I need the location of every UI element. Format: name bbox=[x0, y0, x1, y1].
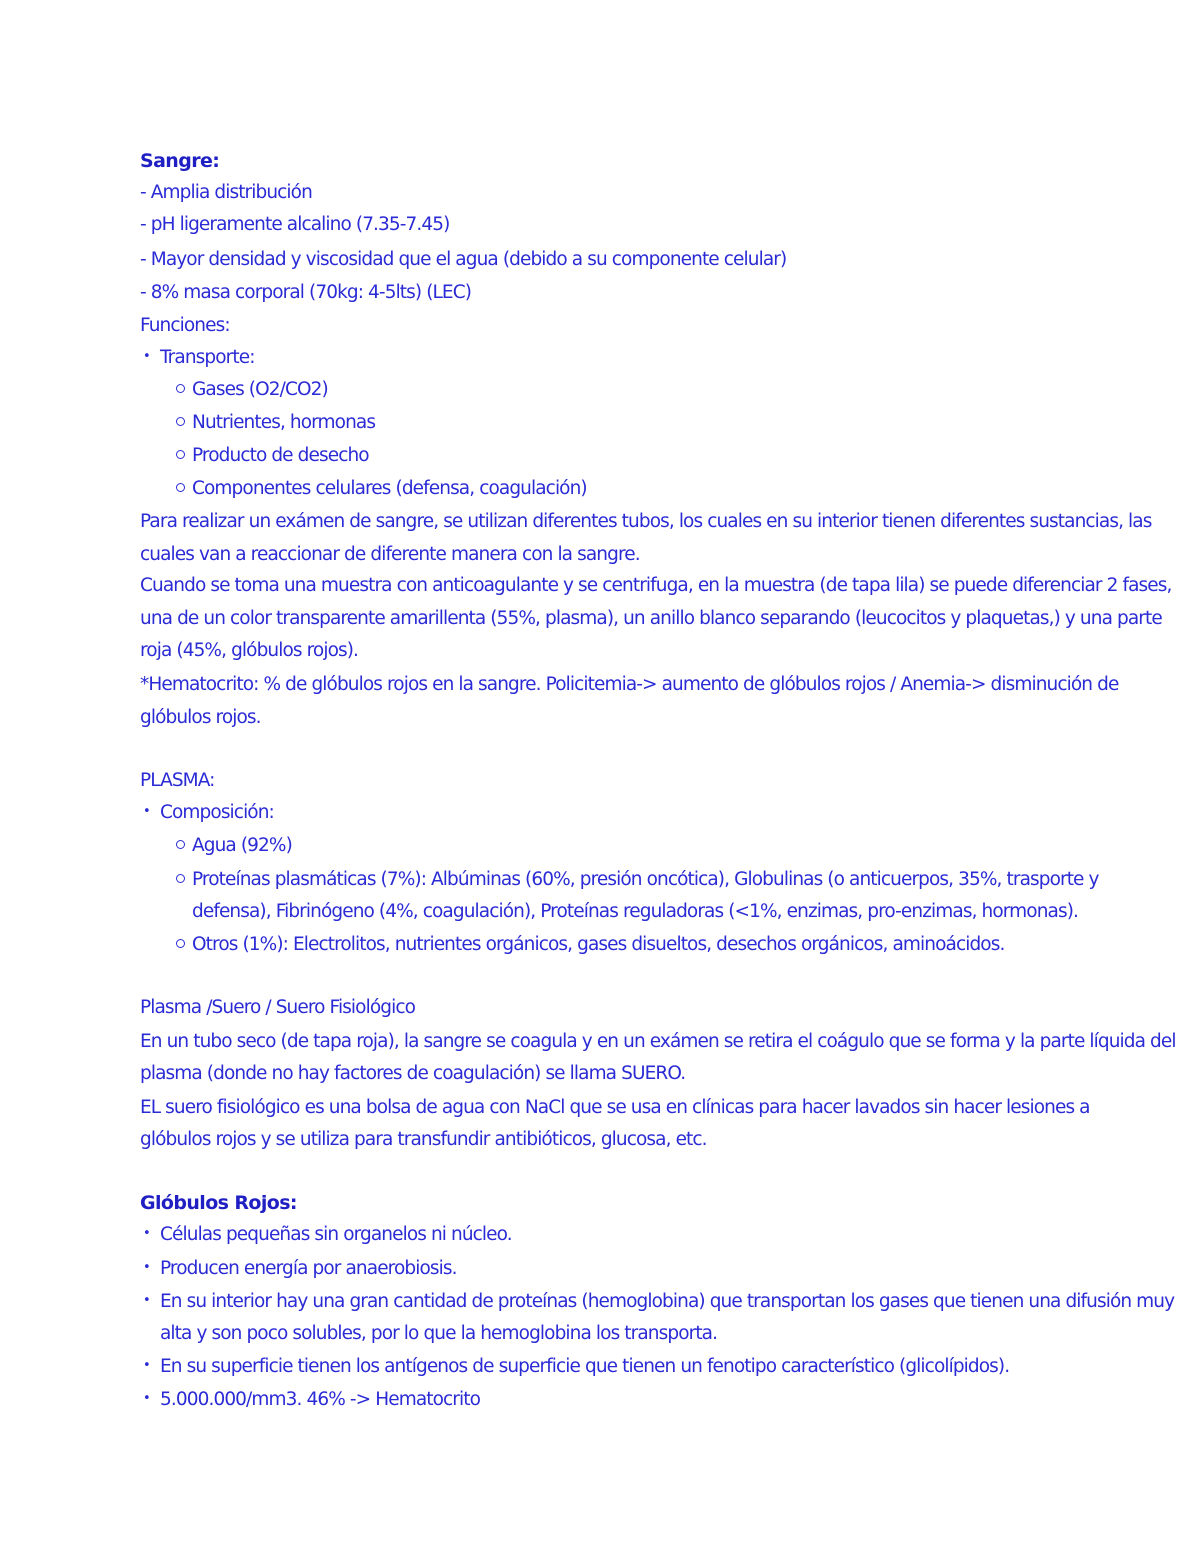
composition-item: Proteínas plasmáticas (7%): Albúminas (60%, presión oncótica), Globulinas (o anticuerpos, 35%, trasporte y bbox=[192, 869, 1099, 890]
red-cell-item: En su superficie tienen los antígenos de superficie que tienen un fenotipo característico (glicolípidos). bbox=[160, 1356, 1010, 1377]
blood-trait: - 8% masa corporal (70kg: 4-5lts) (LEC) bbox=[140, 282, 472, 303]
bullet-icon: • bbox=[143, 1293, 151, 1308]
paragraph-line: glóbulos rojos. bbox=[140, 707, 261, 728]
red-cell-item: En su interior hay una gran cantidad de proteínas (hemoglobina) que transportan los gases que tienen una difusión muy bbox=[160, 1291, 1175, 1312]
paragraph-line: Para realizar un exámen de sangre, se utilizan diferentes tubos, los cuales en su interior tienen diferentes sustancias, las bbox=[140, 511, 1152, 532]
circle-bullet-icon bbox=[176, 384, 185, 393]
circle-bullet-icon bbox=[176, 417, 185, 426]
paragraph-line: glóbulos rojos y se utiliza para transfundir antibióticos, glucosa, etc. bbox=[140, 1129, 707, 1150]
paragraph-line: Cuando se toma una muestra con anticoagulante y se centrifuga, en la muestra (de tapa lila) se puede diferenciar 2 fases, bbox=[140, 575, 1172, 596]
paragraph-line: EL suero fisiológico es una bolsa de agua con NaCl que se usa en clínicas para hacer lavados sin hacer lesiones a bbox=[140, 1097, 1090, 1118]
section-title-serum: Plasma /Suero / Suero Fisiológico bbox=[140, 997, 416, 1018]
circle-bullet-icon bbox=[176, 840, 185, 849]
transport-item: Producto de desecho bbox=[192, 445, 369, 466]
paragraph-line: *Hematocrito: % de glóbulos rojos en la sangre. Policitemia-> aumento de glóbulos rojos / Anemia-> disminución de bbox=[140, 674, 1119, 695]
paragraph-line: En un tubo seco (de tapa roja), la sangre se coagula y en un exámen se retira el coágulo que se forma y la parte líquida del bbox=[140, 1031, 1176, 1052]
bullet-icon: • bbox=[143, 1260, 151, 1275]
red-cell-item: 5.000.000/mm3. 46% -> Hematocrito bbox=[160, 1389, 481, 1410]
paragraph-line: roja (45%, glóbulos rojos). bbox=[140, 640, 359, 661]
paragraph-line: cuales van a reaccionar de diferente manera con la sangre. bbox=[140, 544, 640, 565]
bullet-icon: • bbox=[143, 804, 151, 819]
transport-item: Componentes celulares (defensa, coagulación) bbox=[192, 478, 587, 499]
functions-label: Funciones: bbox=[140, 315, 230, 336]
transport-item: Gases (O2/CO2) bbox=[192, 379, 328, 400]
composition-item-continued: defensa), Fibrinógeno (4%, coagulación), Proteínas reguladoras (<1%, enzimas, pro-enzimas, hormonas). bbox=[192, 901, 1079, 922]
paragraph-line: plasma (donde no hay factores de coagulación) se llama SUERO. bbox=[140, 1063, 686, 1084]
composition-item: Otros (1%): Electrolitos, nutrientes orgánicos, gases disueltos, desechos orgánicos, aminoácidos. bbox=[192, 934, 1005, 955]
composition-label: Composición: bbox=[160, 802, 274, 823]
bullet-icon: • bbox=[143, 1358, 151, 1373]
blood-trait: - pH ligeramente alcalino (7.35-7.45) bbox=[140, 214, 450, 235]
section-title-sangre: Sangre: bbox=[140, 150, 220, 172]
section-title-red-cells: Glóbulos Rojos: bbox=[140, 1192, 297, 1214]
red-cell-item: Células pequeñas sin organelos ni núcleo. bbox=[160, 1224, 512, 1245]
section-title-plasma: PLASMA: bbox=[140, 770, 215, 791]
bullet-icon: • bbox=[143, 1226, 151, 1241]
transport-label: Transporte: bbox=[160, 347, 255, 368]
bullet-icon: • bbox=[143, 1391, 151, 1406]
circle-bullet-icon bbox=[176, 874, 185, 883]
transport-item: Nutrientes, hormonas bbox=[192, 412, 376, 433]
circle-bullet-icon bbox=[176, 483, 185, 492]
circle-bullet-icon bbox=[176, 939, 185, 948]
red-cell-item: Producen energía por anaerobiosis. bbox=[160, 1258, 457, 1279]
circle-bullet-icon bbox=[176, 450, 185, 459]
blood-trait: - Amplia distribución bbox=[140, 182, 312, 203]
bullet-icon: • bbox=[143, 349, 151, 364]
paragraph-line: una de un color transparente amarillenta (55%, plasma), un anillo blanco separando (leucocitos y plaquetas,) y una parte bbox=[140, 608, 1162, 629]
composition-item: Agua (92%) bbox=[192, 835, 292, 856]
red-cell-item-continued: alta y son poco solubles, por lo que la hemoglobina los transporta. bbox=[160, 1323, 718, 1344]
blood-trait: - Mayor densidad y viscosidad que el agua (debido a su componente celular) bbox=[140, 249, 787, 270]
